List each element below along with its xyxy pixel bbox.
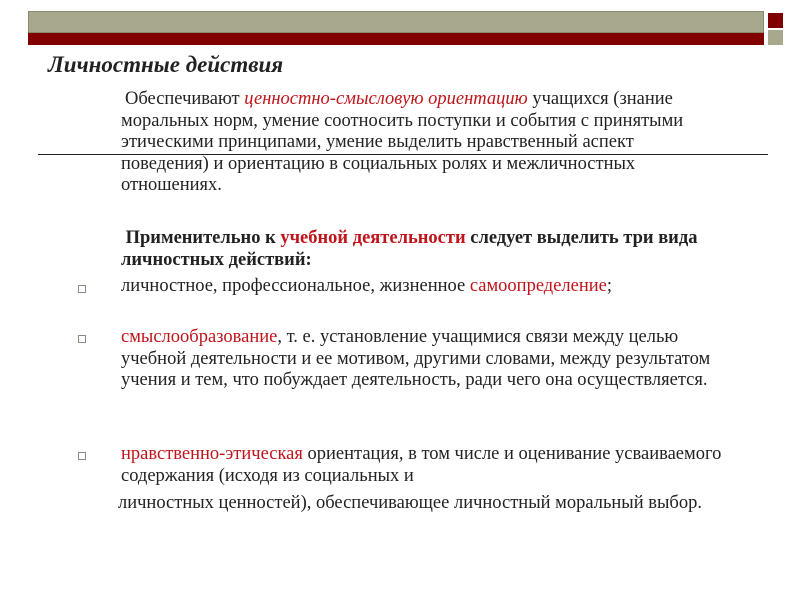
corner-square-icon — [767, 29, 784, 46]
intro-paragraph — [121, 89, 721, 197]
header-decor-bar — [28, 33, 764, 45]
slide-title: Личностные действия — [48, 52, 284, 77]
list-item-highlight: самоопределение — [469, 276, 607, 296]
intro-text-start: Обеспечивают — [125, 89, 245, 109]
lead-paragraph — [121, 228, 721, 271]
list-item-tail: личностных ценностей), обеспечивающее личностный моральный выбор. — [118, 493, 702, 513]
hollow-square-bullet-icon — [78, 285, 86, 293]
list-item — [121, 276, 736, 298]
lead-text-start: Применительно к — [125, 228, 281, 248]
list-item-text: личностное, профессиональное, жизненное — [121, 276, 470, 296]
list-item-text: , т. е. установление учащимися связи между целью учебной деятельности и ее мотивом, другими словами, между результатом учения и тем, что побуждает деятельность, ради чего она осуществляется. — [121, 327, 711, 390]
hollow-square-bullet-icon — [78, 335, 86, 343]
lead-text-end: следует выделить три вида личностных действий: — [121, 228, 698, 270]
lead-highlight: учебной деятельности — [280, 228, 466, 248]
list-item — [118, 444, 736, 515]
list-item-tail: ; — [606, 276, 613, 296]
hollow-square-bullet-icon — [78, 452, 86, 460]
intro-text-end: учащихся (знание моральных норм, умение соотносить поступки и события с принятыми этическими принципами, умение выделить нравственный аспект поведения) и ориентацию в социальных ролях и межличностных отношениях. — [121, 89, 684, 195]
corner-square-icon — [767, 12, 784, 29]
list-item-highlight: нравственно-этическая — [121, 444, 303, 464]
header-decor-band — [28, 11, 764, 33]
intro-highlight: ценностно-смысловую ориентацию — [244, 89, 528, 109]
list-item — [121, 327, 736, 392]
list-item-highlight: смыслообразование — [121, 327, 278, 347]
list-item-text: ориентация, в том числе и оценивание усваиваемого содержания (исходя из социальных и — [121, 444, 722, 486]
